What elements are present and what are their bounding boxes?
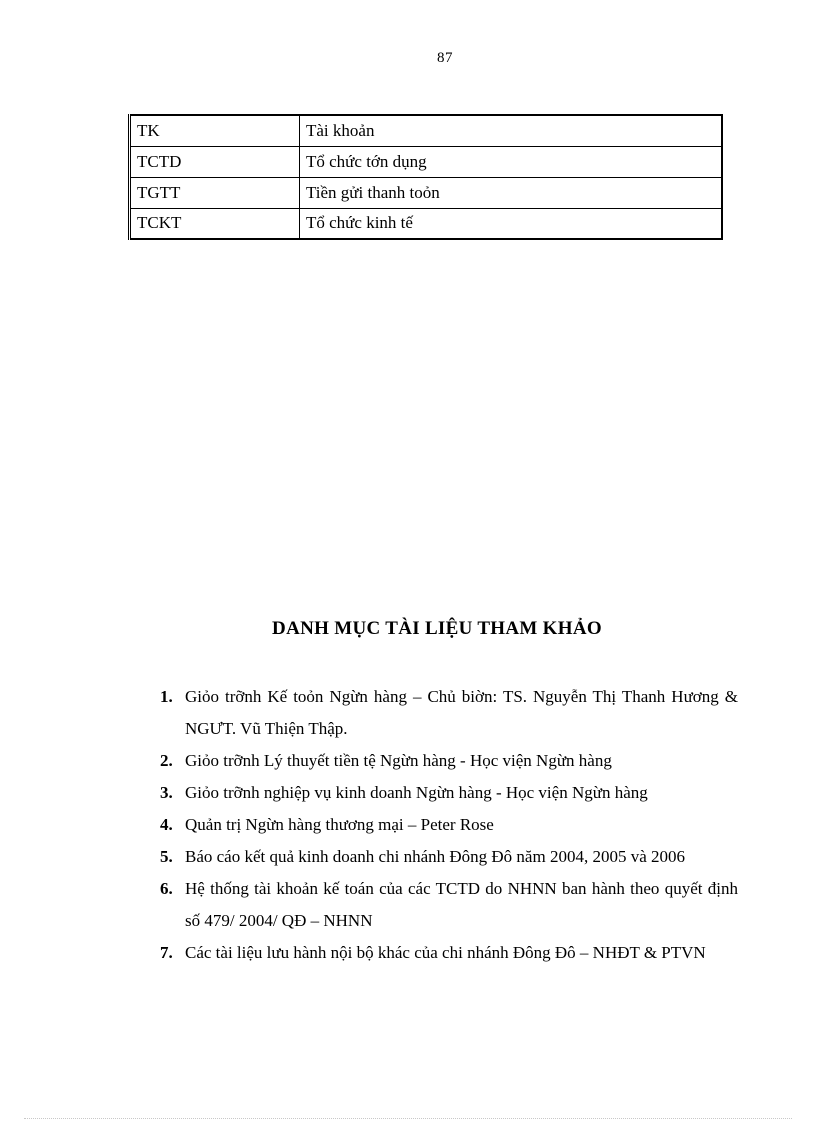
meaning-cell: Tiền gửi thanh toỏn bbox=[300, 177, 723, 208]
table-row bbox=[130, 146, 723, 177]
table-row bbox=[130, 208, 723, 239]
list-item-text: Giỏo trỡnh nghiệp vụ kinh doanh Ngừn hàng - Học viện Ngừn hàng bbox=[185, 783, 648, 802]
list-item bbox=[150, 873, 738, 937]
list-item-text: Giỏo trỡnh Kế toỏn Ngừn hàng – Chủ biờn: TS. Nguyễn Thị Thanh Hương & NGƯT. Vũ Thiện Thập. bbox=[185, 687, 738, 738]
footer-divider bbox=[24, 1118, 792, 1119]
list-item-text: Quản trị Ngừn hàng thương mại – Peter Rose bbox=[185, 815, 494, 834]
list-item-number: 6. bbox=[160, 879, 173, 898]
references-list bbox=[150, 681, 738, 969]
list-item bbox=[150, 809, 738, 841]
list-item bbox=[150, 937, 738, 969]
table-row bbox=[130, 177, 723, 208]
page-number: 87 bbox=[437, 50, 453, 66]
list-item bbox=[150, 841, 738, 873]
references-title: DANH MỤC TÀI LIỆU THAM KHẢO bbox=[272, 618, 602, 639]
list-item-number: 5. bbox=[160, 847, 173, 866]
list-item-number: 4. bbox=[160, 815, 173, 834]
meaning-cell: Tổ chức kinh tế bbox=[300, 208, 723, 239]
list-item-number: 7. bbox=[160, 943, 173, 962]
list-item-text: Hệ thống tài khoản kế toán của các TCTD do NHNN ban hành theo quyết định số 479/ 2004/ QĐ – NHNN bbox=[185, 879, 738, 930]
list-item-number: 3. bbox=[160, 783, 173, 802]
abbreviation-table bbox=[128, 114, 723, 240]
table-row bbox=[130, 115, 723, 146]
abbreviation-cell: TCKT bbox=[130, 208, 300, 239]
abbreviation-cell: TCTD bbox=[130, 146, 300, 177]
list-item bbox=[150, 681, 738, 745]
list-item-text: Báo cáo kết quả kinh doanh chi nhánh Đông Đô năm 2004, 2005 và 2006 bbox=[185, 847, 685, 866]
abbreviation-cell: TGTT bbox=[130, 177, 300, 208]
list-item bbox=[150, 777, 738, 809]
list-item-text: Các tài liệu lưu hành nội bộ khác của chi nhánh Đông Đô – NHĐT & PTVN bbox=[185, 943, 706, 962]
list-item-text: Giỏo trỡnh Lý thuyết tiền tệ Ngừn hàng - Học viện Ngừn hàng bbox=[185, 751, 612, 770]
list-item-number: 1. bbox=[160, 687, 173, 706]
abbreviation-cell: TK bbox=[130, 115, 300, 146]
meaning-cell: Tài khoản bbox=[300, 115, 723, 146]
meaning-cell: Tổ chức tớn dụng bbox=[300, 146, 723, 177]
list-item-number: 2. bbox=[160, 751, 173, 770]
list-item bbox=[150, 745, 738, 777]
